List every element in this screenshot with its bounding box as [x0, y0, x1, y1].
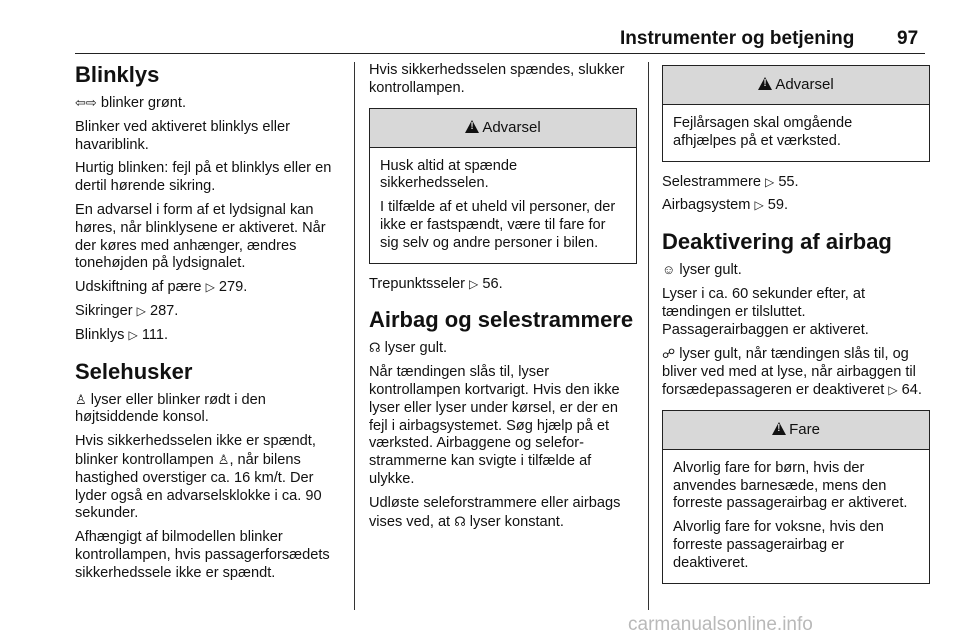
danger-title: !Fare — [663, 411, 929, 450]
column-divider-2 — [648, 62, 649, 610]
reference-arrow-icon: ▷ — [888, 382, 898, 397]
column-3 — [662, 62, 930, 596]
seatbelt-person-icon: ♙ — [217, 451, 230, 467]
cross-reference[interactable]: Udskiftning af pære ▷ 279. — [75, 279, 248, 296]
warning-text: I tilfælde af et uheld vil personer, der ikke er fastspændt, være til fare for sig selv og andre personer i bilen. — [380, 199, 616, 251]
warning-triangle-icon — [758, 77, 772, 90]
reference-arrow-icon: ▷ — [205, 280, 215, 295]
danger-text: Alvorlig fare for voksne, hvis den forreste passagerairbag er deaktiveret. — [673, 519, 884, 571]
column-1 — [75, 62, 343, 589]
warning-title: !Advarsel — [663, 66, 929, 105]
paragraph: ☊ lyser gult. — [369, 340, 448, 357]
warning-box — [662, 65, 930, 162]
paragraph: ☍ lyser gult, når tændingen slås til, og bliver ved med at lyse, når airbaggen til forsædepassageren er deaktiveret ▷ 64. — [662, 346, 922, 398]
danger-box — [662, 410, 930, 584]
paragraph: ⇦⇨ blinker grønt. — [75, 95, 187, 111]
paragraph: Afhængigt af bilmodellen blinker kontrollampen, hvis passagerforsædets sikkerhedssele ikke er spændt. — [75, 529, 330, 581]
warning-triangle-icon — [772, 422, 786, 435]
cross-reference[interactable]: Trepunktsseler ▷ 56. — [369, 275, 503, 292]
reference-arrow-icon: ▷ — [754, 198, 764, 213]
section-heading-deaktivering: Deaktivering af airbag — [662, 229, 892, 255]
section-heading-blinklys: Blinklys — [75, 62, 160, 87]
cross-reference[interactable]: Airbagsystem ▷ 59. — [662, 197, 789, 214]
airbag-person-icon: ☊ — [369, 340, 381, 356]
section-heading-selehusker: Selehusker — [75, 358, 193, 384]
paragraph: Hvis sikkerhedsselen ikke er spændt, blinker kontrollampen ♙, når bilens hastighed overstiger ca. 16 km/t. Der lyder også en advarselsklokke i ca. 90 sekunder. — [75, 433, 322, 522]
cross-reference[interactable]: Blinklys ▷ 111. — [75, 326, 169, 343]
paragraph: ☺ lyser gult. — [662, 262, 742, 279]
airbag-on-icon: ☺ — [662, 262, 676, 278]
warning-triangle-icon — [465, 120, 479, 133]
paragraph: Hvis sikkerhedsselen spændes, slukker kontrollampen. — [369, 62, 625, 96]
danger-text: Alvorlig fare for børn, hvis der anvendes barnesæde, mens den forreste passagerairbag er aktiveret. — [673, 459, 908, 512]
paragraph: Hurtig blinken: fejl på et blinklys eller en dertil hørende sikring. — [75, 160, 332, 195]
reference-arrow-icon: ▷ — [136, 303, 146, 318]
paragraph: Når tændingen slås til, lyser kontrollampen kortvarigt. Hvis den ikke lyser eller lyser under kørsel, er der en fejl i airbagsystemet. Søg hjælp på et værksted. Airbaggene og seleforstrammerne kan svigte i tilfælde af ulykke. — [369, 364, 620, 487]
reference-arrow-icon: ▷ — [765, 174, 775, 189]
seatbelt-person-icon: ♙ — [75, 391, 87, 407]
airbag-person-icon: ☊ — [454, 513, 466, 529]
paragraph: Lyser i ca. 60 sekunder efter, at tændingen er tilsluttet. Passagerairbaggen er aktiveret. — [662, 285, 869, 338]
cross-reference[interactable]: Selestrammere ▷ 55. — [662, 173, 799, 190]
section-heading-airbag: Airbag og selestrammere — [369, 307, 634, 333]
header-title: Instrumenter og betjening — [620, 28, 855, 49]
column-2 — [369, 62, 637, 537]
paragraph: Blinker ved aktiveret blinklys eller havariblink. — [75, 118, 290, 153]
paragraph: ♙ lyser eller blinker rødt i den højtsiddende konsol. — [75, 391, 266, 426]
paragraph: Udløste seleforstrammere eller airbags vises ved, at ☊ lyser konstant. — [369, 494, 621, 530]
reference-arrow-icon: ▷ — [128, 327, 138, 342]
warning-text: Fejlårsagen skal omgående afhjælpes på et værksted. — [673, 115, 853, 149]
page-number: 97 — [897, 28, 919, 49]
warning-title: !Advarsel — [370, 109, 636, 148]
airbag-off-icon: ☍ — [662, 346, 676, 362]
warning-text: Husk altid at spænde sikkerhedsselen. — [380, 157, 518, 192]
header-divider — [75, 53, 925, 54]
cross-reference[interactable]: Sikringer ▷ 287. — [75, 302, 179, 319]
warning-box — [369, 108, 637, 264]
reference-arrow-icon: ▷ — [469, 276, 479, 291]
watermark: carmanualsonline.info — [628, 614, 813, 635]
paragraph: En advarsel i form af et lydsignal kan høres, når blinklysene er aktiveret. Når der køres med anhænger, ændres tonehøjden på lydsignalet. — [75, 201, 326, 272]
turn-signal-arrows-icon: ⇦⇨ — [75, 95, 97, 110]
column-divider-1 — [354, 62, 355, 610]
